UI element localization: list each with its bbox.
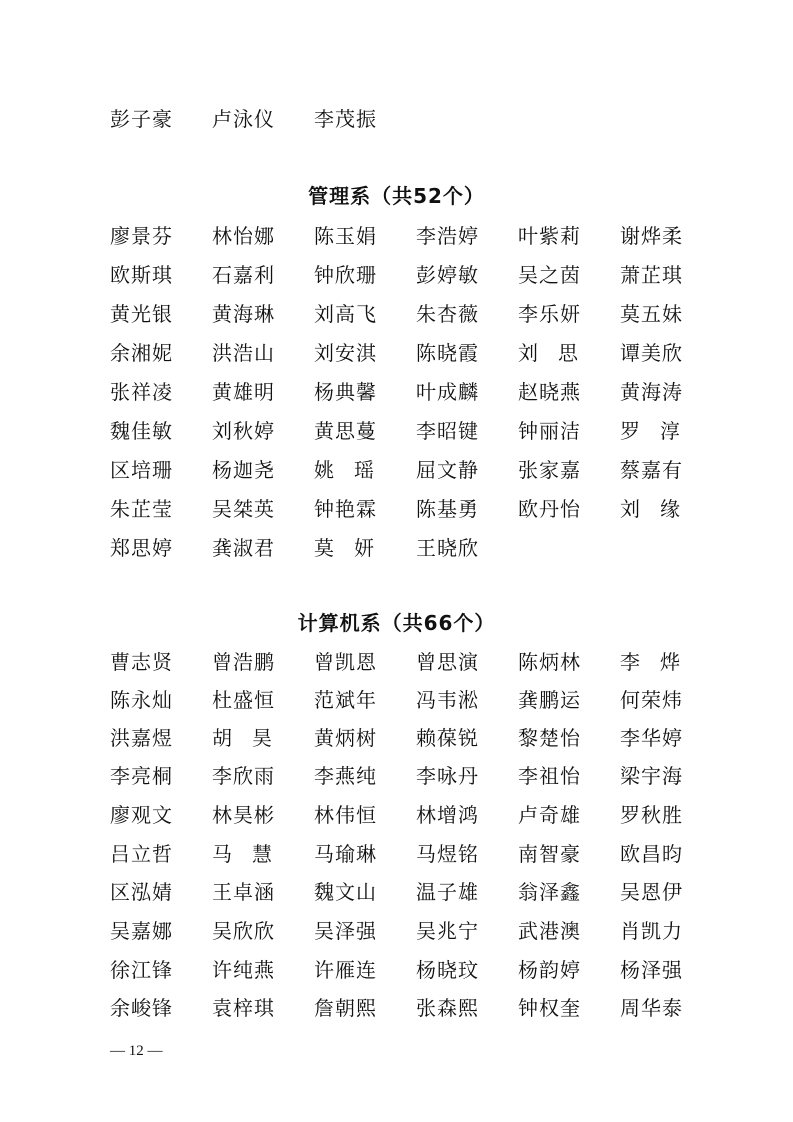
name-entry: 石嘉利 <box>212 263 275 287</box>
name-entry: 莫五妹 <box>620 302 683 326</box>
name-entry: 周华泰 <box>620 996 683 1020</box>
name-entry: 林增鸿 <box>416 803 479 827</box>
name-entry: 李昭键 <box>416 419 479 443</box>
name-entry: 吕立哲 <box>110 842 173 866</box>
name-row <box>110 796 690 834</box>
name-row <box>110 681 690 719</box>
name-entry: 萧芷琪 <box>620 263 683 287</box>
name-entry: 屈文静 <box>416 458 479 482</box>
name-entry: 冯韦淞 <box>416 688 479 712</box>
name-entry: 叶紫莉 <box>518 224 581 248</box>
name-entry: 钟权奎 <box>518 996 581 1020</box>
name-entry: 黄思蔓 <box>314 419 377 443</box>
name-entry: 黎楚怡 <box>518 726 581 750</box>
name-entry: 朱芷莹 <box>110 497 173 521</box>
name-row <box>110 912 690 950</box>
name-row <box>110 490 690 528</box>
name-entry: 钟艳霖 <box>314 497 377 521</box>
name-entry: 钟欣珊 <box>314 263 377 287</box>
name-row <box>110 217 690 255</box>
name-entry: 区培珊 <box>110 458 173 482</box>
name-entry: 肖凯力 <box>620 919 683 943</box>
name-row <box>110 451 690 489</box>
name-entry: 区泓婧 <box>110 880 173 904</box>
name-entry: 曾浩鹏 <box>212 650 275 674</box>
name-entry: 袁梓琪 <box>212 996 275 1020</box>
name-entry: 吴兆宁 <box>416 919 479 943</box>
name-entry: 欧昌昀 <box>620 842 683 866</box>
name-entry: 陈基勇 <box>416 497 479 521</box>
name-entry: 马瑜琳 <box>314 842 377 866</box>
name-entry: 谭美欣 <box>620 341 683 365</box>
name-entry: 曾凯恩 <box>314 650 377 674</box>
name-entry: 朱杏薇 <box>416 302 479 326</box>
name-entry: 黄光银 <box>110 302 173 326</box>
name-entry: 陈永灿 <box>110 688 173 712</box>
name-entry: 李茂振 <box>314 107 377 131</box>
name-entry: 吴欣欣 <box>212 919 275 943</box>
name-entry: 刘秋婷 <box>212 419 275 443</box>
name-entry: 林怡娜 <box>212 224 275 248</box>
name-entry: 欧丹怡 <box>518 497 581 521</box>
name-entry: 余湘妮 <box>110 341 173 365</box>
name-entry: 陈玉娟 <box>314 224 377 248</box>
name-entry: 黄雄明 <box>212 380 275 404</box>
name-entry: 胡 昊 <box>212 726 272 750</box>
section-heading-management: 管理系（共52个） <box>308 184 485 208</box>
name-entry: 钟丽洁 <box>518 419 581 443</box>
name-entry: 许雁连 <box>314 958 377 982</box>
name-entry: 吴嘉娜 <box>110 919 173 943</box>
name-entry: 徐江锋 <box>110 958 173 982</box>
name-entry: 杨晓玟 <box>416 958 479 982</box>
name-entry: 杨典馨 <box>314 380 377 404</box>
name-entry: 吴桀英 <box>212 497 275 521</box>
name-entry: 郑思婷 <box>110 536 173 560</box>
name-entry: 魏文山 <box>314 880 377 904</box>
name-row <box>110 643 690 681</box>
name-entry: 张祥凌 <box>110 380 173 404</box>
name-row <box>110 951 690 989</box>
name-entry: 赖葆锐 <box>416 726 479 750</box>
name-entry: 马 慧 <box>212 842 272 866</box>
name-row <box>110 835 690 873</box>
name-entry: 吴泽强 <box>314 919 377 943</box>
name-entry: 武港澳 <box>518 919 581 943</box>
section-heading-computer: 计算机系（共66个） <box>297 611 496 635</box>
name-entry: 李浩婷 <box>416 224 479 248</box>
name-entry: 李咏丹 <box>416 764 479 788</box>
name-row <box>110 873 690 911</box>
name-entry: 龚鹏运 <box>518 688 581 712</box>
name-row <box>110 989 690 1027</box>
name-row <box>110 757 690 795</box>
name-entry: 陈炳林 <box>518 650 581 674</box>
name-entry: 蔡嘉有 <box>620 458 683 482</box>
name-entry: 廖观文 <box>110 803 173 827</box>
name-entry: 罗 淳 <box>620 419 680 443</box>
name-entry: 南智豪 <box>518 842 581 866</box>
name-entry: 卢泳仪 <box>212 107 275 131</box>
name-entry: 吴恩伊 <box>620 880 683 904</box>
name-entry: 范斌年 <box>314 688 377 712</box>
name-entry: 杜盛恒 <box>212 688 275 712</box>
name-entry: 李乐妍 <box>518 302 581 326</box>
name-entry: 吴之茵 <box>518 263 581 287</box>
name-entry: 曾思演 <box>416 650 479 674</box>
name-entry: 温子雄 <box>416 880 479 904</box>
name-entry: 林昊彬 <box>212 803 275 827</box>
name-entry: 洪浩山 <box>212 341 275 365</box>
name-entry: 翁泽鑫 <box>518 880 581 904</box>
name-row <box>110 529 690 567</box>
name-entry: 姚 瑶 <box>314 458 374 482</box>
name-row <box>110 295 690 333</box>
name-entry: 杨泽强 <box>620 958 683 982</box>
name-entry: 李祖怡 <box>518 764 581 788</box>
name-row <box>110 412 690 450</box>
name-entry: 林伟恒 <box>314 803 377 827</box>
page-number: — 12 — <box>110 1043 163 1059</box>
name-row <box>110 334 690 372</box>
name-entry: 张森熙 <box>416 996 479 1020</box>
name-row <box>110 719 690 757</box>
name-entry: 梁宇海 <box>620 764 683 788</box>
name-entry: 廖景芬 <box>110 224 173 248</box>
name-entry: 李亮桐 <box>110 764 173 788</box>
continuation-row <box>110 100 690 138</box>
name-entry: 杨迦尧 <box>212 458 275 482</box>
name-entry: 刘 思 <box>518 341 578 365</box>
name-entry: 龚淑君 <box>212 536 275 560</box>
name-entry: 刘安淇 <box>314 341 377 365</box>
name-entry: 余峻锋 <box>110 996 173 1020</box>
name-row <box>110 373 690 411</box>
name-entry: 黄海琳 <box>212 302 275 326</box>
name-entry: 李燕纯 <box>314 764 377 788</box>
name-entry: 黄炳树 <box>314 726 377 750</box>
name-entry: 谢烨柔 <box>620 224 683 248</box>
name-entry: 曹志贤 <box>110 650 173 674</box>
name-entry: 欧斯琪 <box>110 263 173 287</box>
name-entry: 彭婷敏 <box>416 263 479 287</box>
name-entry: 刘高飞 <box>314 302 377 326</box>
name-entry: 李 烨 <box>620 650 680 674</box>
name-entry: 黄海涛 <box>620 380 683 404</box>
name-entry: 魏佳敏 <box>110 419 173 443</box>
name-entry: 许纯燕 <box>212 958 275 982</box>
name-entry: 洪嘉煜 <box>110 726 173 750</box>
name-entry: 李华婷 <box>620 726 683 750</box>
name-entry: 罗秋胜 <box>620 803 683 827</box>
name-entry: 卢奇雄 <box>518 803 581 827</box>
name-entry: 彭子豪 <box>110 107 173 131</box>
name-entry: 何荣炜 <box>620 688 683 712</box>
name-entry: 陈晓霞 <box>416 341 479 365</box>
name-row <box>110 256 690 294</box>
name-entry: 赵晓燕 <box>518 380 581 404</box>
name-entry: 马煜铭 <box>416 842 479 866</box>
name-entry: 莫 妍 <box>314 536 374 560</box>
name-entry: 叶成麟 <box>416 380 479 404</box>
name-entry: 李欣雨 <box>212 764 275 788</box>
name-entry: 王卓涵 <box>212 880 275 904</box>
name-entry: 王晓欣 <box>416 536 479 560</box>
name-entry: 杨韵婷 <box>518 958 581 982</box>
name-entry: 张家嘉 <box>518 458 581 482</box>
name-entry: 詹朝熙 <box>314 996 377 1020</box>
name-entry: 刘 缘 <box>620 497 680 521</box>
